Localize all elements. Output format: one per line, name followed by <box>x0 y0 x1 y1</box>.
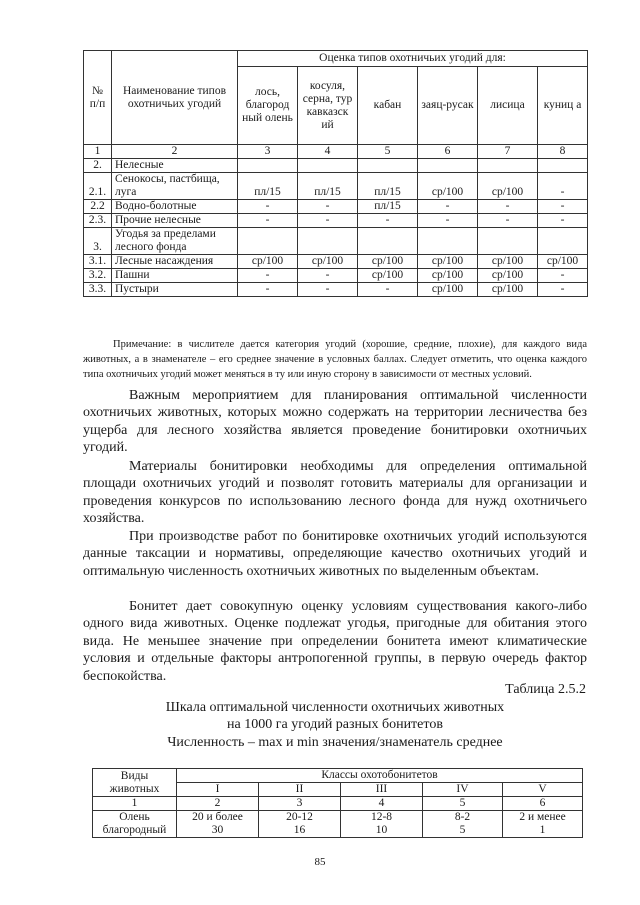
header-classes: Классы охотобонитетов <box>177 769 583 783</box>
table-row <box>84 283 588 297</box>
table-row <box>84 159 588 173</box>
row-ground-type: Прочие нелесные <box>112 214 238 228</box>
density-cell <box>259 811 341 838</box>
table-title-line: на 1000 га угодий разных бонитетов <box>227 717 443 732</box>
density-range: 12-8 <box>370 811 393 823</box>
index-row <box>84 145 588 159</box>
evaluation-cell: ср/100 <box>238 255 298 269</box>
density-cell <box>503 811 583 838</box>
evaluation-cell: ср/100 <box>418 269 478 283</box>
body-paragraph: При производстве работ по бонитировке охотничьих угодий используются данные таксации и нормативы, определяющие качество охотничьих угодий и оптимальную численность охотничьих животных по выделенным объектам. <box>83 529 587 579</box>
table-row <box>93 811 583 838</box>
header-animal: кабан <box>358 67 418 145</box>
row-ground-type: Пашни <box>112 269 238 283</box>
evaluation-cell: - <box>538 214 588 228</box>
evaluation-cell: пл/15 <box>298 173 358 200</box>
table-row <box>84 255 588 269</box>
index-cell: 5 <box>358 145 418 159</box>
evaluation-cell: - <box>238 283 298 297</box>
index-cell: 2 <box>177 797 259 811</box>
density-average: 16 <box>293 824 306 836</box>
row-ground-type: Водно-болотные <box>112 200 238 214</box>
evaluation-cell: - <box>538 269 588 283</box>
table-row <box>84 200 588 214</box>
evaluation-cell: - <box>298 214 358 228</box>
evaluation-cell: - <box>358 214 418 228</box>
evaluation-cell <box>418 159 478 173</box>
evaluation-cell <box>358 228 418 255</box>
index-cell: 3 <box>259 797 341 811</box>
evaluation-cell: - <box>298 269 358 283</box>
header-animal: заяц-русак <box>418 67 478 145</box>
evaluation-cell <box>298 159 358 173</box>
evaluation-cell: ср/100 <box>478 255 538 269</box>
table-row <box>84 173 588 200</box>
row-ground-type: Пустыри <box>112 283 238 297</box>
index-cell: 2 <box>112 145 238 159</box>
evaluation-cell <box>358 159 418 173</box>
density-range: 20 и более <box>192 811 243 823</box>
density-average: 30 <box>211 824 224 836</box>
index-cell: 4 <box>298 145 358 159</box>
row-ground-type: Угодья за пределами лесного фонда <box>112 228 238 255</box>
row-number: 2.2 <box>84 200 112 214</box>
row-number: 2.1. <box>84 173 112 200</box>
row-number: 3.2. <box>84 269 112 283</box>
row-ground-type: Нелесные <box>112 159 238 173</box>
evaluation-cell: - <box>538 173 588 200</box>
index-row <box>93 797 583 811</box>
evaluation-cell: ср/100 <box>418 255 478 269</box>
evaluation-cell <box>478 228 538 255</box>
evaluation-cell: - <box>538 283 588 297</box>
evaluation-cell: - <box>238 200 298 214</box>
table-body <box>84 145 588 297</box>
table-row <box>84 214 588 228</box>
evaluation-cell: - <box>298 283 358 297</box>
density-range: 8-2 <box>454 811 471 823</box>
evaluation-cell: - <box>238 269 298 283</box>
table-row <box>84 269 588 283</box>
header-class: I <box>177 783 259 797</box>
evaluation-cell: ср/100 <box>478 269 538 283</box>
header-class: II <box>259 783 341 797</box>
index-cell: 7 <box>478 145 538 159</box>
evaluation-cell <box>238 228 298 255</box>
body-paragraph: Бонитет дает совокупную оценку условиям существования какого-либо одного вида животных. Оценке подлежат угодья, пригодные для обитания этого вида. Не меньшее значение при определении бонитета имеют климатические условия и отдельные факторы антропогенной группы, в первую очередь фактор беспокойства. <box>83 599 587 684</box>
evaluation-cell <box>538 159 588 173</box>
header-class: IV <box>423 783 503 797</box>
evaluation-cell <box>238 159 298 173</box>
density-average: 1 <box>539 824 546 836</box>
evaluation-cell: ср/100 <box>358 269 418 283</box>
evaluation-cell <box>478 159 538 173</box>
density-cell <box>423 811 503 838</box>
row-ground-type: Лесные насаждения <box>112 255 238 269</box>
index-cell: 1 <box>84 145 112 159</box>
evaluation-cell: пл/15 <box>358 173 418 200</box>
table-title-line: Численность – max и min значения/знаменатель среднее <box>167 735 503 750</box>
species-cell: Олень благородный <box>93 811 177 838</box>
evaluation-cell: - <box>478 200 538 214</box>
evaluation-cell: ср/100 <box>478 173 538 200</box>
density-average: 10 <box>375 824 388 836</box>
density-average: 5 <box>459 824 466 836</box>
index-cell: 6 <box>503 797 583 811</box>
density-cell <box>341 811 423 838</box>
header-animal: косуля, серна, тур кавказск ий <box>298 67 358 145</box>
page-number: 85 <box>314 856 326 868</box>
table-body <box>93 797 583 838</box>
evaluation-cell <box>538 228 588 255</box>
row-number: 2. <box>84 159 112 173</box>
header-num: № п/п <box>84 51 112 145</box>
evaluation-cell: пл/15 <box>358 200 418 214</box>
header-class: III <box>341 783 423 797</box>
header-animal: лось, благород ный олень <box>238 67 298 145</box>
header-evaluation-group: Оценка типов охотничьих угодий для: <box>238 51 588 67</box>
density-cell <box>177 811 259 838</box>
index-cell: 1 <box>93 797 177 811</box>
evaluation-cell: ср/100 <box>358 255 418 269</box>
index-cell: 6 <box>418 145 478 159</box>
row-number: 2.3. <box>84 214 112 228</box>
evaluation-cell: пл/15 <box>238 173 298 200</box>
row-ground-type: Сенокосы, пастбища, луга <box>112 173 238 200</box>
table-note: Примечание: в числителе дается категория угодий (хорошие, средние, плохие), для каждого вида животных, а в знаменателе – его среднее значение в условных баллах. Следует отметить, что оценка каждого типа охотничьих угодий может меняться в ту или иную сторону в зависимости от местных условий. <box>83 338 587 380</box>
evaluation-cell: ср/100 <box>418 283 478 297</box>
table-caption: Таблица 2.5.2 <box>505 682 586 697</box>
index-cell: 4 <box>341 797 423 811</box>
table-title-line: Шкала оптимальной численности охотничьих животных <box>165 700 505 715</box>
index-cell: 5 <box>423 797 503 811</box>
evaluation-cell <box>418 228 478 255</box>
row-number: 3.3. <box>84 283 112 297</box>
index-cell: 3 <box>238 145 298 159</box>
row-number: 3. <box>84 228 112 255</box>
evaluation-cell: - <box>478 214 538 228</box>
header-animal: лисица <box>478 67 538 145</box>
header-ground-type: Наименование типов охотничьих угодий <box>112 51 238 145</box>
row-number: 3.1. <box>84 255 112 269</box>
header-species: Виды животных <box>93 769 177 797</box>
evaluation-cell: - <box>418 214 478 228</box>
body-paragraph: Материалы бонитировки необходимы для определения оптимальной площади охотничьих угодий и позволят готовить материалы для организации и проведения конкурсов по использованию лесного фонда для нужд охотничьего хозяйства. <box>83 459 587 527</box>
density-range: 2 и менее <box>519 811 566 823</box>
index-cell: 8 <box>538 145 588 159</box>
header-class: V <box>503 783 583 797</box>
header-animal: куниц а <box>538 67 588 145</box>
evaluation-cell <box>298 228 358 255</box>
evaluation-cell: - <box>238 214 298 228</box>
evaluation-cell: - <box>538 200 588 214</box>
body-paragraph: Важным мероприятием для планирования оптимальной численности охотничьих животных, которых можно содержать на территории лесничества без ущерба для лесного хозяйства является проведение бонитировки охотничьих угодий. <box>83 388 587 456</box>
evaluation-cell: - <box>358 283 418 297</box>
evaluation-cell: ср/100 <box>418 173 478 200</box>
evaluation-cell: ср/100 <box>538 255 588 269</box>
evaluation-cell: - <box>418 200 478 214</box>
density-range: 20-12 <box>286 811 313 823</box>
population-scale-table <box>92 768 583 838</box>
evaluation-cell: - <box>298 200 358 214</box>
evaluation-cell: ср/100 <box>478 283 538 297</box>
evaluation-cell: ср/100 <box>298 255 358 269</box>
hunting-grounds-evaluation-table <box>83 50 588 297</box>
table-row <box>84 228 588 255</box>
